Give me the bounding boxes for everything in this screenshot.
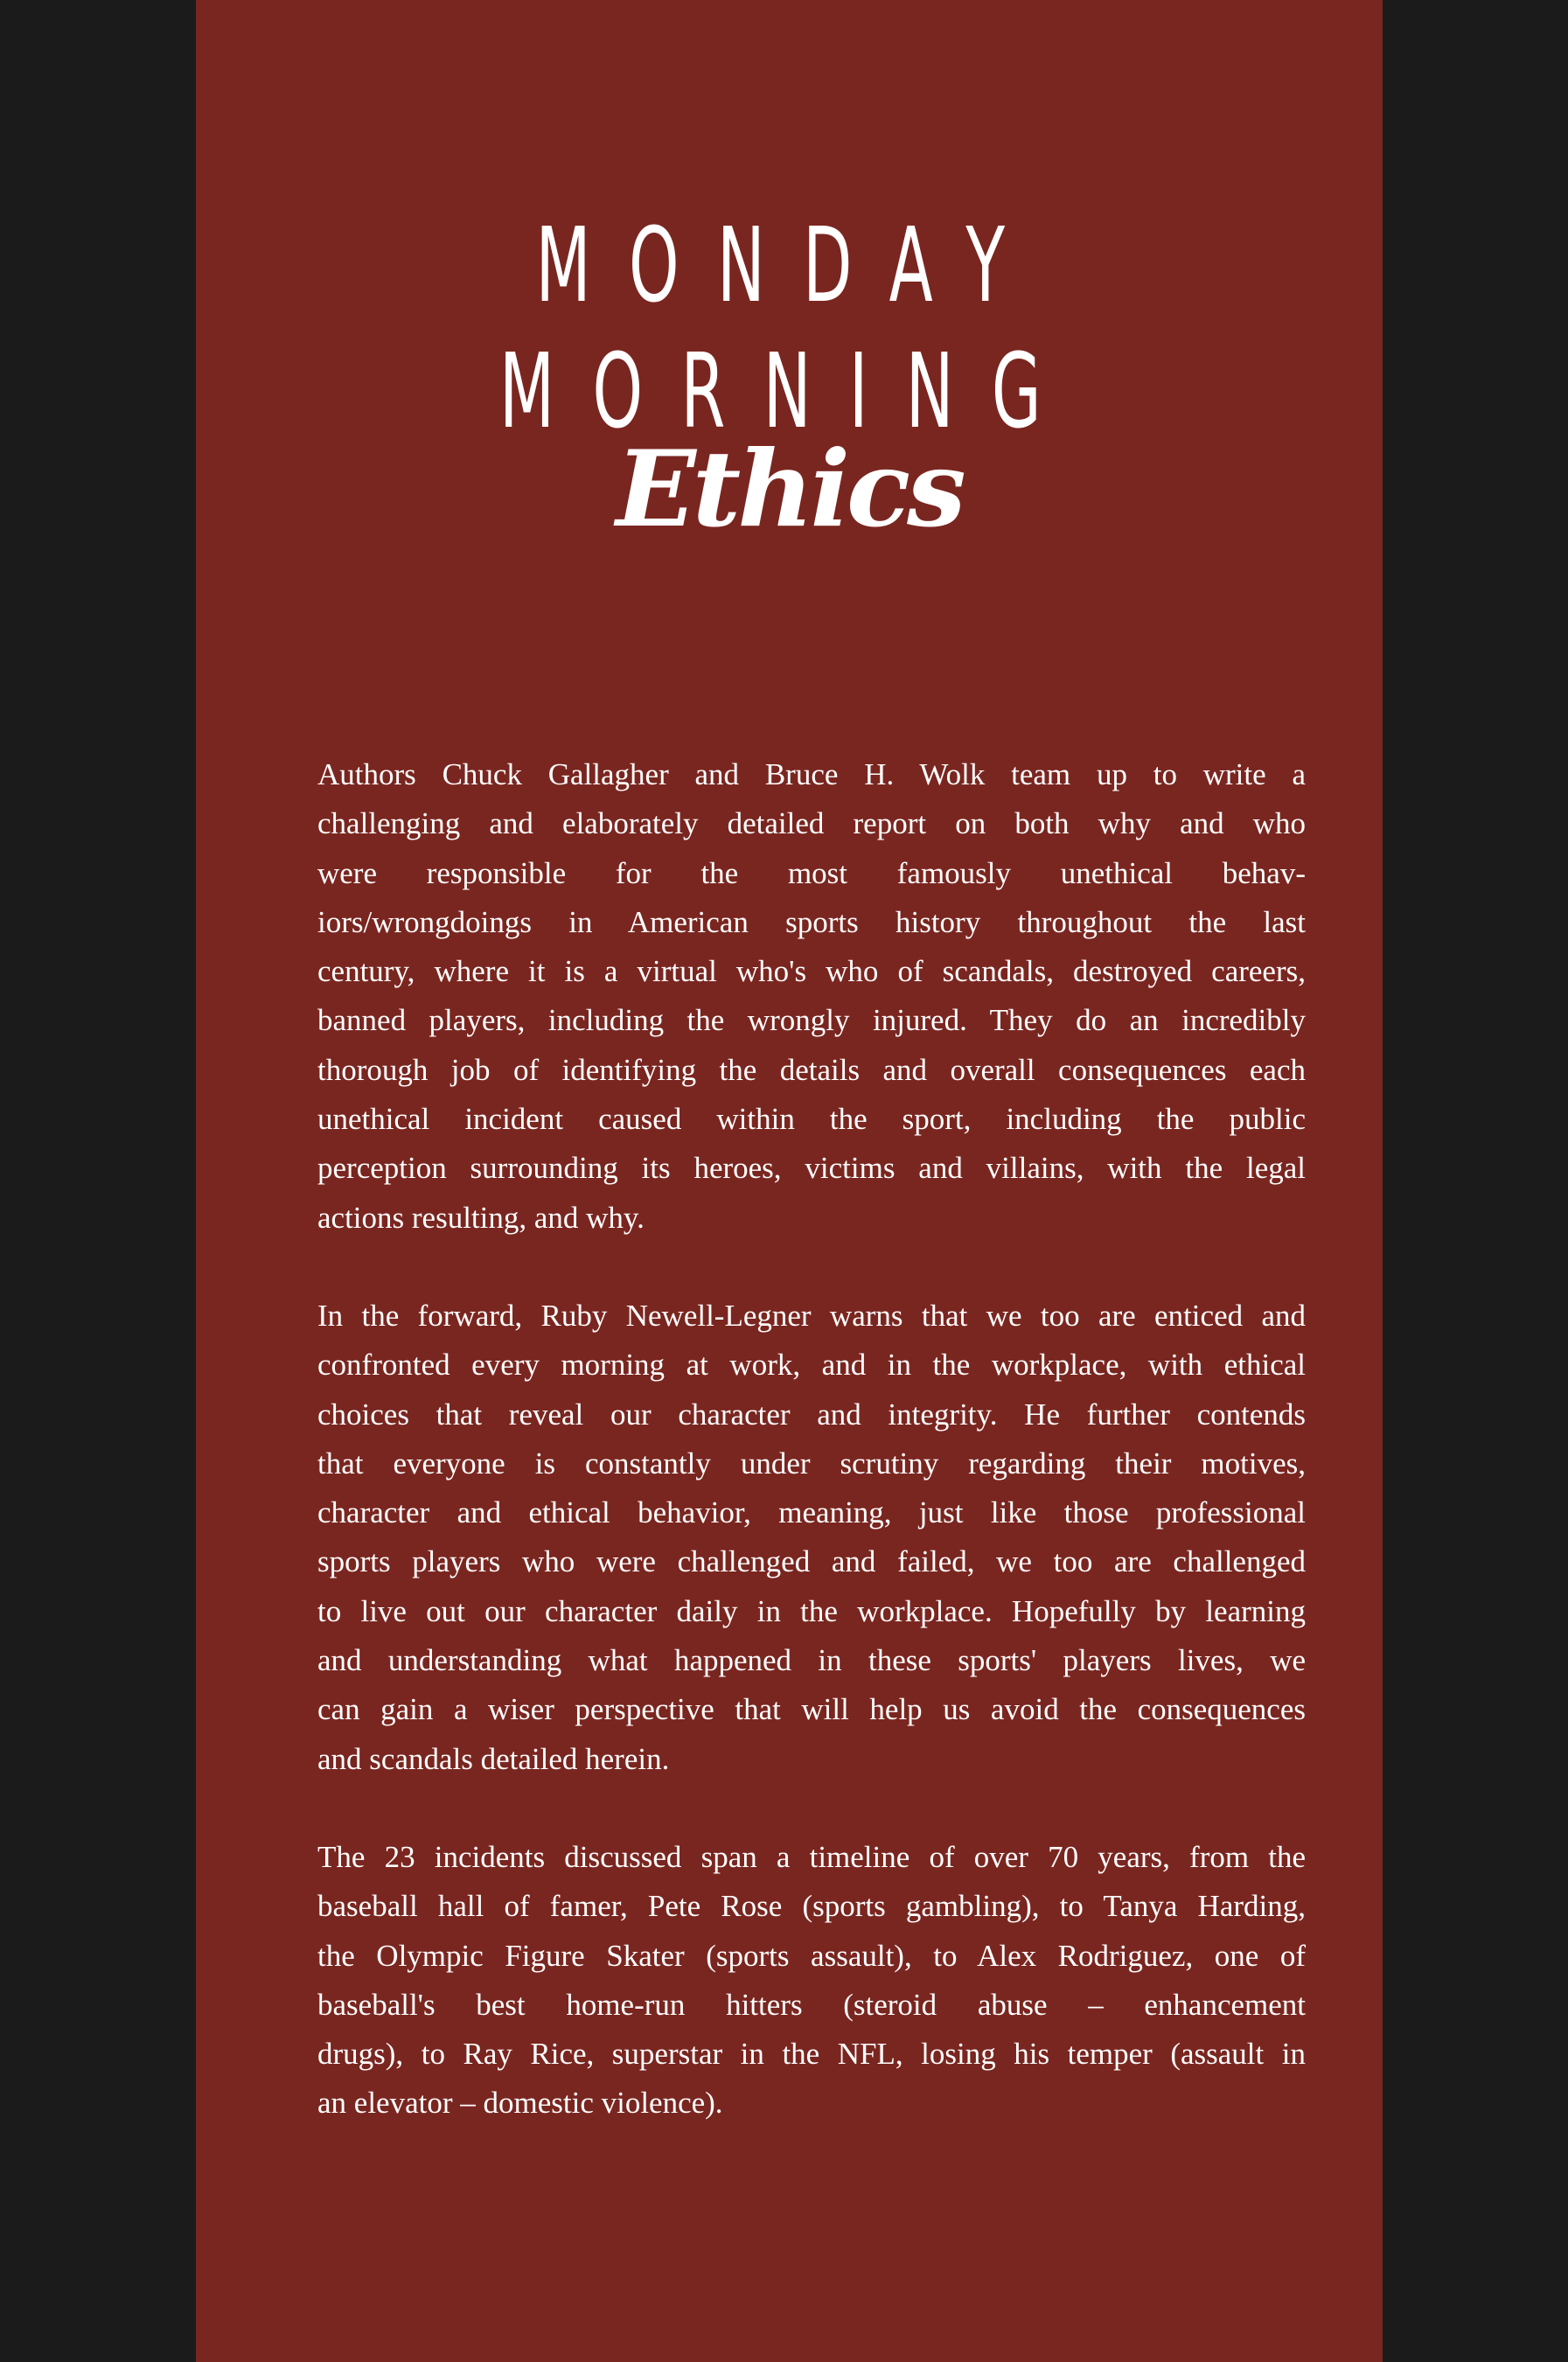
text-line: the Olympic Figure Skater (sports assault), to Alex Rodriguez, one of — [317, 1938, 1306, 1973]
text-line: and scandals detailed herein. — [317, 1741, 670, 1776]
text-line: banned players, including the wrongly injured. They do an incredibly — [317, 1003, 1306, 1038]
paragraph — [317, 1292, 1306, 1784]
text-line: were responsible for the most famously unethical behav- — [317, 855, 1306, 890]
text-line: sports players who were challenged and failed, we too are challenged — [317, 1544, 1306, 1579]
text-line: The 23 incidents discussed span a timeline of over 70 years, from the — [317, 1839, 1306, 1874]
cover-panel — [196, 0, 1383, 2362]
text-line: and understanding what happened in these sports' players lives, we — [317, 1643, 1306, 1678]
paragraph — [317, 1833, 1306, 2129]
text-line: century, where it is a virtual who's who of scandals, destroyed careers, — [317, 954, 1306, 989]
text-line: choices that reveal our character and integrity. He further contends — [317, 1397, 1306, 1432]
text-line: can gain a wiser perspective that will help us avoid the consequences — [317, 1692, 1306, 1727]
text-line: challenging and elaborately detailed report on both why and who — [317, 806, 1306, 841]
description-text — [317, 750, 1306, 2177]
text-line: unethical incident caused within the sport, including the public — [317, 1102, 1306, 1137]
text-line: baseball hall of famer, Pete Rose (sports gambling), to Tanya Harding, — [317, 1889, 1306, 1924]
title-morning: MORNING — [498, 331, 1080, 451]
title-monday: MONDAY — [535, 205, 1043, 325]
text-line: confronted every morning at work, and in the workplace, with ethical — [317, 1348, 1306, 1383]
paragraph — [317, 750, 1306, 1243]
text-line: character and ethical behavior, meaning, just like those professional — [317, 1495, 1306, 1530]
text-line: an elevator – domestic violence). — [317, 2086, 723, 2121]
text-line: baseball's best home-run hitters (steroid abuse – enhancement — [317, 1987, 1306, 2022]
text-line: that everyone is constantly under scrutiny regarding their motives, — [317, 1446, 1306, 1481]
text-line: In the forward, Ruby Newell-Legner warns that we too are enticed and — [317, 1298, 1306, 1333]
text-line: Authors Chuck Gallagher and Bruce H. Wolk team up to write a — [317, 757, 1306, 791]
text-line: thorough job of identifying the details and overall consequences each — [317, 1052, 1306, 1087]
text-line: iors/wrongdoings in American sports history throughout the last — [317, 904, 1306, 939]
text-line: actions resulting, and why. — [317, 1200, 645, 1235]
text-line: drugs), to Ray Rice, superstar in the NFL, losing his temper (assault in — [317, 2037, 1306, 2072]
text-line: perception surrounding its heroes, victims and villains, with the legal — [317, 1151, 1306, 1186]
title-ethics-script: Ethics — [616, 428, 963, 551]
text-line: to live out our character daily in the workplace. Hopefully by learning — [317, 1593, 1306, 1628]
